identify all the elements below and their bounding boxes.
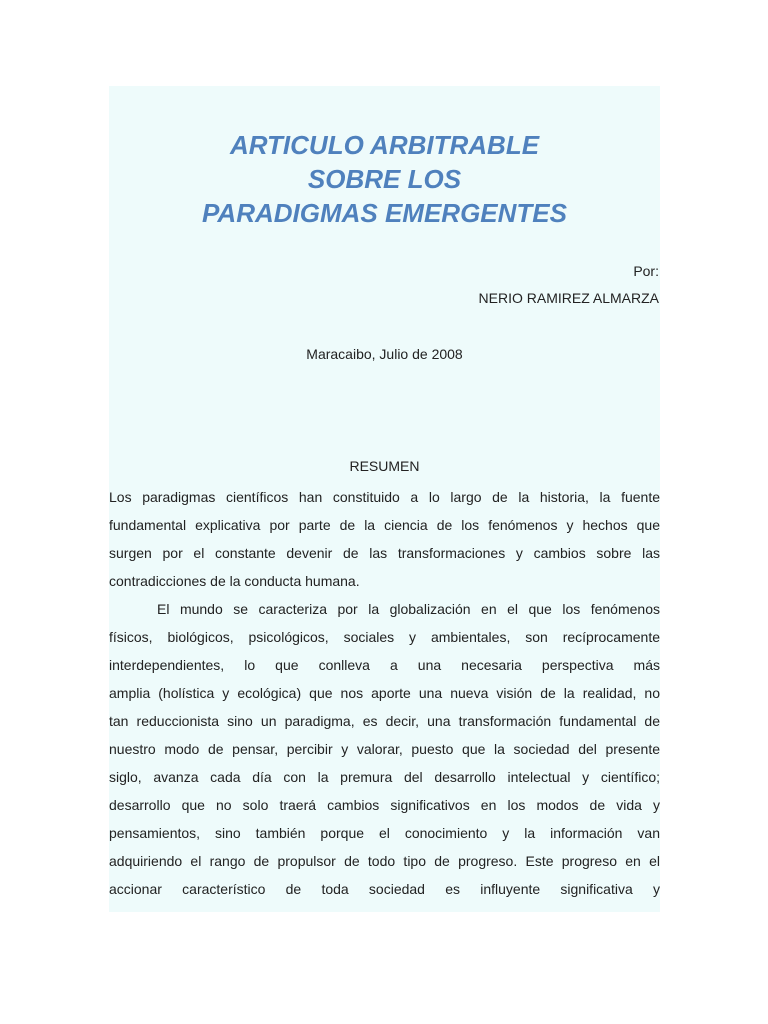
text-line: fundamental explicativa por parte de la ciencia de los fenómenos y hechos que	[109, 517, 660, 533]
title-line-2: SOBRE LOS	[307, 164, 462, 194]
title-line-3: PARADIGMAS EMERGENTES	[202, 198, 567, 228]
text-line: desarrollo que no solo traerá cambios significativos en los modos de vida y	[109, 797, 660, 813]
text-line: nuestro modo de pensar, percibir y valorar, puesto que la sociedad del presente	[109, 741, 660, 757]
text-line: tan reduccionista sino un paradigma, es decir, una transformación fundamental de	[109, 713, 660, 729]
abstract-body	[109, 483, 660, 903]
document-page	[109, 86, 660, 912]
text-line: surgen por el constante devenir de las transformaciones y cambios sobre las	[109, 545, 660, 561]
place-date: Maracaibo, Julio de 2008	[306, 346, 463, 362]
text-line: físicos, biológicos, psicológicos, sociales y ambientales, son recíprocamente	[109, 629, 660, 645]
text-line: adquiriendo el rango de propulsor de todo tipo de progreso. Este progreso en el	[109, 853, 660, 869]
byline-label: Por:	[633, 263, 659, 279]
paragraph-1	[109, 483, 660, 595]
text-line: El mundo se caracteriza por la globalización en el que los fenómenos	[157, 601, 660, 617]
text-line: siglo, avanza cada día con la premura del desarrollo intelectual y científico;	[109, 769, 660, 785]
document-title	[109, 128, 660, 230]
text-line: interdependientes, lo que conlleva a una necesaria perspectiva más	[109, 657, 660, 673]
text-line: pensamientos, sino también porque el conocimiento y la información van	[109, 825, 660, 841]
abstract-heading: RESUMEN	[349, 458, 420, 474]
paragraph-2	[109, 595, 660, 903]
text-line: contradicciones de la conducta humana.	[109, 573, 360, 589]
title-line-1: ARTICULO ARBITRABLE	[229, 130, 540, 160]
text-line: accionar característico de toda sociedad es influyente significativa y	[109, 881, 660, 897]
text-line: Los paradigmas científicos han constituido a lo largo de la historia, la fuente	[109, 489, 660, 505]
text-line: amplia (holística y ecológica) que nos aporte una nueva visión de la realidad, no	[109, 685, 660, 701]
author-name: NERIO RAMIREZ ALMARZA	[478, 290, 659, 306]
